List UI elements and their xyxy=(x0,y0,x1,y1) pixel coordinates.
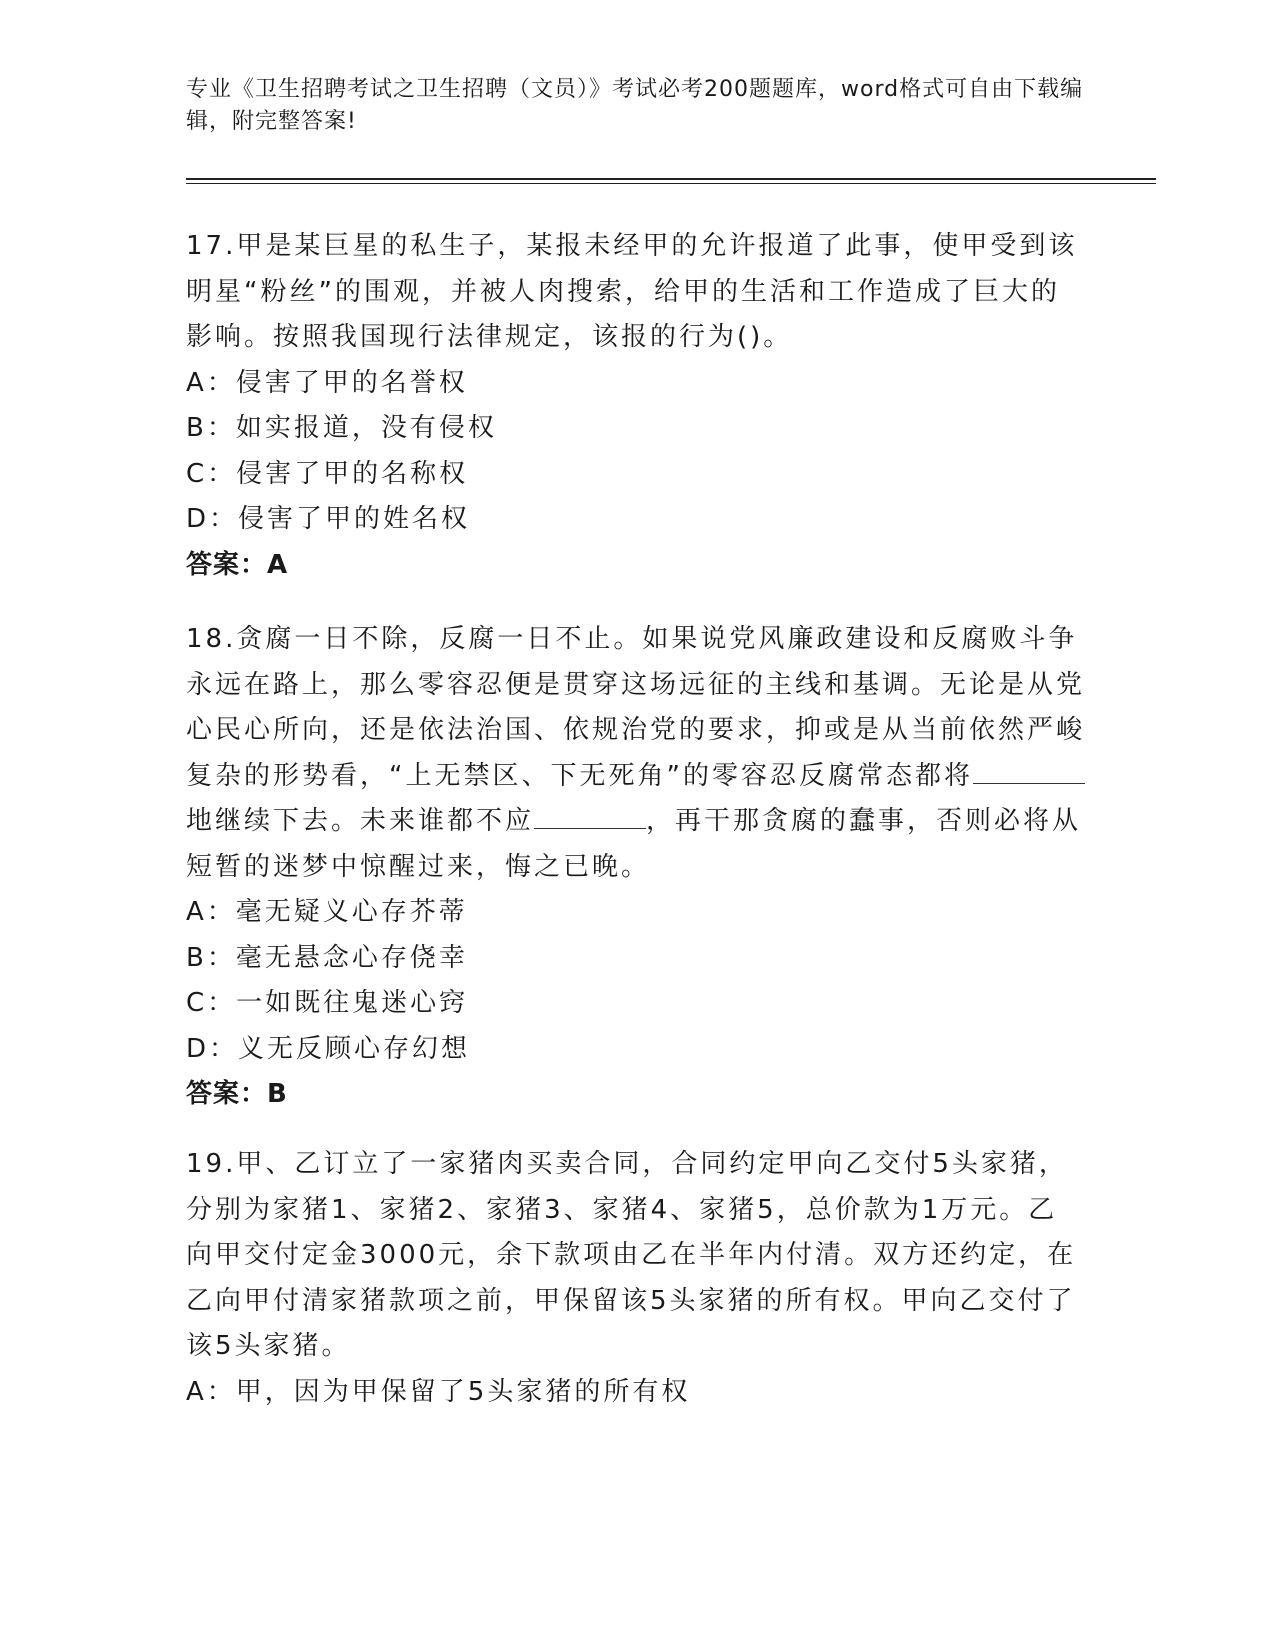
question-17 xyxy=(186,224,1086,588)
header-divider-thin xyxy=(186,183,1156,184)
question-18 xyxy=(186,617,1086,1118)
option-a: A：侵害了甲的名誉权 xyxy=(186,367,468,398)
header-text: 专业《卫生招聘考试之卫生招聘（文员）》考试必考200题题库，word格式可自由下载编辑，附完整答案! xyxy=(186,77,1084,134)
option-d: D：义无反顾心存幻想 xyxy=(186,1033,471,1064)
question-stem xyxy=(186,617,1086,890)
document-header xyxy=(186,74,1086,138)
fill-blank-1 xyxy=(973,759,1085,784)
stem-part-3: ，再干那贪腐的蠢事，否则必将从短暂的迷梦中惊醒过来，悔之已晚。 xyxy=(186,806,1082,882)
question-19 xyxy=(186,1142,1086,1415)
stem-part-2: 地继续下去。未来谁都不应 xyxy=(186,806,535,836)
option-c: C：侵害了甲的名称权 xyxy=(186,458,469,489)
option-a: A：甲，因为甲保留了5头家猪的所有权 xyxy=(186,1376,691,1407)
option-d: D：侵害了甲的姓名权 xyxy=(186,504,471,534)
fill-blank-2 xyxy=(534,804,646,829)
question-stem: 17.甲是某巨星的私生子，某报未经甲的允许报道了此事，使甲受到该明星“粉丝”的围观，并被人肉搜索，给甲的生活和工作造成了巨大的影响。按照我国现行法律规定，该报的行为()。 xyxy=(186,231,1078,352)
answer-label: 答案：B xyxy=(186,1079,288,1109)
stem-part-1: 18.贪腐一日不除，反腐一日不止。如果说党风廉政建设和反腐败斗争永远在路上，那么零容忍便是贯穿这场远征的主线和基调。无论是从党心民心所向，还是依法治国、依规治党的要求，抑或是从当前依然严峻复杂的形势看，“上无禁区、下无死角”的零容忍反腐常态都将 xyxy=(186,624,1086,791)
option-a: A：毫无疑义心存芥蒂 xyxy=(186,897,468,927)
header-divider-thick xyxy=(186,178,1156,180)
option-c: C：一如既往鬼迷心窍 xyxy=(186,988,469,1018)
option-b: B：如实报道，没有侵权 xyxy=(186,413,497,443)
question-stem: 19.甲、乙订立了一家猪肉买卖合同，合同约定甲向乙交付5头家猪，分别为家猪1、家猪2、家猪3、家猪4、家猪5，总价款为1万元。乙向甲交付定金3000元，余下款项由乙在半年内付清。双方还约定，在乙向甲付清家猪款项之前，甲保留该5头家猪的所有权。甲向乙交付了该5头家猪。 xyxy=(186,1149,1077,1361)
option-b: B：毫无悬念心存侥幸 xyxy=(186,942,468,973)
answer-label: 答案：A xyxy=(186,549,289,580)
